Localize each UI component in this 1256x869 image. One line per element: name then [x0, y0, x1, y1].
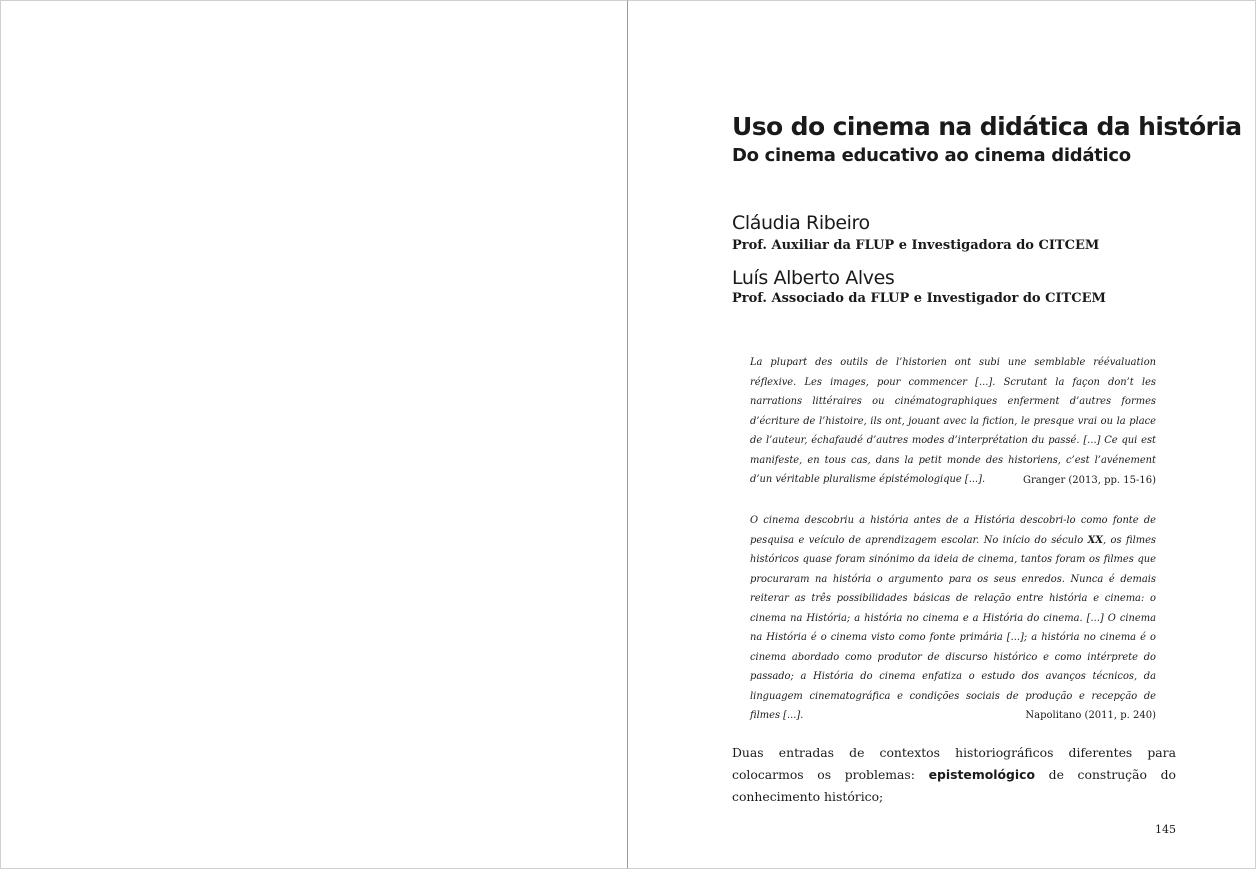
epigraph-quote-portuguese [750, 511, 1156, 726]
body-part1: Duas entradas de contextos historiográficos diferentes para colocarmos os problemas: [732, 745, 1176, 782]
author-name-1: Cláudia Ribeiro [732, 212, 870, 234]
right-page [628, 0, 1256, 869]
epigraph-citation-napolitano: Napolitano (2011, p. 240) [1025, 710, 1156, 721]
epigraph-citation-granger: Granger (2013, pp. 15-16) [1022, 475, 1156, 486]
body-part2: de construção do conhecimento histórico; [732, 767, 1176, 804]
body-paragraph [732, 742, 1176, 808]
author-affiliation-1: Prof. Auxiliar da FLUP e Investigadora do CITCEM [732, 238, 1100, 253]
epigraph-quote-french: La plupart des outils de l’historien ont subi une semblable réévaluation réflexive. Les images, pour commencer [...]. Scrutant la façon don’t les narrations littéraires ou cinématographiques enferment d’autres formes d’écriture de l’histoire, ils ont, jouant avec la fiction, le presque vrai ou la place de l’auteur, échafaudé d’autres modes d’interprétation du passé. [...] Ce qui est manifeste, en tous cas, dans la petit monde des historiens, c’est l’avénement d’un véritable pluralisme épistémologique [...]. [750, 357, 1156, 485]
quote2-part1: O cinema descobriu a história antes de a História descobri-lo como fonte de pesquisa e veículo de aprendizagem escolar. No início do século [750, 515, 1156, 546]
article-subtitle: Do cinema educativo ao cinema didático [732, 145, 1131, 166]
body-strong-term: epistemológico [928, 767, 1035, 782]
author-affiliation-2: Prof. Associado da FLUP e Investigador do CITCEM [732, 291, 1106, 306]
author-name-2: Luís Alberto Alves [732, 267, 895, 289]
page-number: 145 [1155, 823, 1176, 836]
quote2-part2: , os filmes históricos quase foram sinónimo da ideia de cinema, tantos foram os filmes que procuraram na história o argumento para os seus enredos. Nunca é demais reiterar as três possibilidades básicas de relação entre história e cinema: o cinema na História; a história no cinema e a História do cinema. [...] O cinema na História é o cinema visto como fonte primária [...]; a história no cinema é o cinema abordado como produtor de discurso histórico e como intérprete do passado; a História do cinema enfatiza o estudo dos avanços técnicos, da linguagem cinematográfica e condições sociais de produção e recepção de filmes [...]. [750, 534, 1157, 721]
quote2-century: XX [1087, 534, 1103, 546]
article-title: Uso do cinema na didática da história [732, 112, 1242, 141]
